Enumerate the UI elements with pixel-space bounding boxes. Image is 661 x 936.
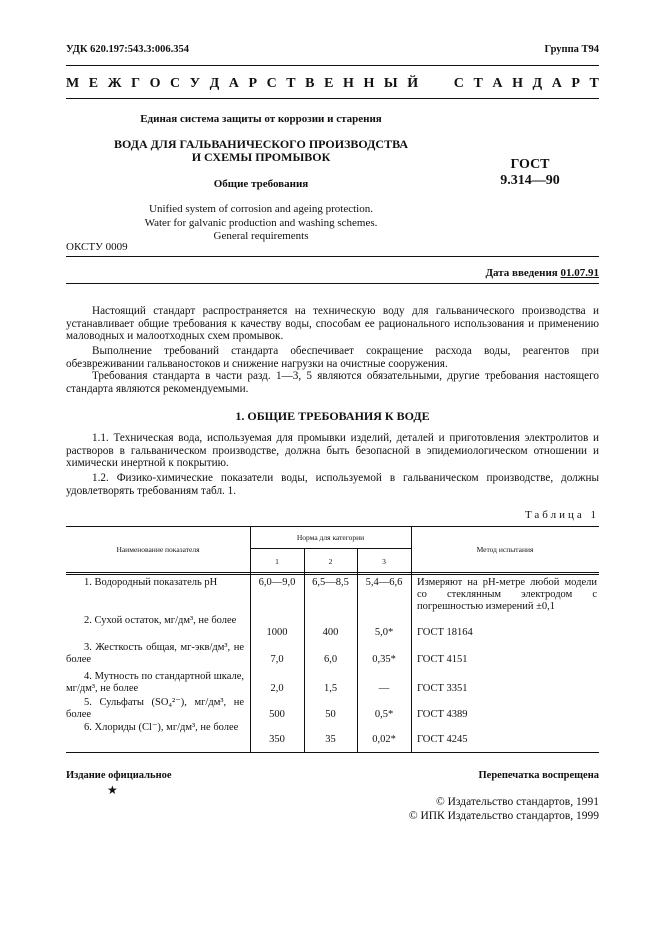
banner-letter: А — [551, 76, 562, 91]
banner-letter: В — [305, 76, 315, 91]
okstu-rule — [66, 256, 599, 257]
date-rule — [66, 283, 599, 284]
banner-letter — [428, 76, 432, 92]
header-name: Наименование показателя — [116, 545, 200, 554]
row-value: 0,35* — [372, 654, 396, 665]
row-value: 1000 — [266, 627, 288, 638]
banner-letter: Ж — [107, 76, 122, 91]
row-name: 3. Жесткость общая, мг-экв/дм³, не более — [66, 642, 244, 665]
top-rule — [66, 65, 599, 66]
banner-letter: Ы — [383, 76, 398, 91]
banner-letter: Р — [571, 76, 580, 91]
banner-letter: О — [149, 76, 161, 91]
english-title — [66, 203, 456, 244]
banner-letter: С — [266, 76, 277, 91]
banner-letter: Т — [589, 76, 599, 91]
row-value: 7,0 — [270, 654, 284, 665]
row-value: 35 — [325, 734, 336, 745]
header-method: Метод испытания — [476, 545, 534, 554]
banner-letter: С — [453, 76, 464, 91]
row-name: 2. Сухой остаток, мг/дм³, не более — [84, 615, 237, 626]
row-value: 2,0 — [270, 683, 284, 694]
header-bottom-rule — [66, 574, 599, 575]
row-method: ГОСТ 3351 — [417, 683, 468, 694]
row-method: ГОСТ 4151 — [417, 654, 468, 665]
intro-paragraph: Выполнение требований стандарта обеспечивает сокращение расхода воды, реагентов при обезвреживании гальваностоков и снижение нагрузки на очистные сооружения. — [66, 345, 599, 370]
banner-letter: Н — [363, 76, 375, 91]
row-value: 5,4—6,6 — [365, 577, 403, 588]
date-value: 01.07.91 — [560, 267, 599, 279]
row-method: Измеряют на pH-метре любой модели со стеклянным электродом с погрешностью измерений ±0,1 — [417, 577, 597, 612]
group-code: Группа Т94 — [544, 44, 599, 55]
row-value: 400 — [322, 627, 339, 638]
banner-letter — [441, 76, 445, 92]
intro-paragraph: Настоящий стандарт распространяется на техническую воду для гальванического производства и устанавливает общие требования к качеству воды, способам ее рационального использования и применению маловодных и малоотходных схем промывок. — [66, 305, 599, 342]
banner-letter: А — [492, 76, 503, 91]
header-cat-3: 3 — [382, 557, 386, 566]
row-value: 350 — [269, 734, 285, 745]
banner-rule — [66, 98, 599, 99]
row-name: 5. Сульфаты (SO₄²⁻), мг/дм³, не более — [66, 697, 244, 720]
banner-letter: Т — [286, 76, 296, 91]
subtitle: Общие требования — [213, 178, 309, 190]
header-cat-2: 2 — [328, 557, 333, 566]
banner-letter: Е — [324, 76, 334, 91]
standard-banner — [66, 76, 599, 92]
intro-paragraph: Требования стандарта в части разд. 1—3, 5 являются обязательными, другие требования настоящего стандарта являются рекомендуемыми. — [66, 370, 599, 395]
banner-letter: Н — [512, 76, 523, 91]
banner-letter: Д — [532, 76, 543, 91]
table-col-divider — [411, 526, 412, 752]
header-norm: Норма для категории — [296, 533, 365, 542]
header-cat-1: 1 — [275, 557, 279, 566]
banner-letter: С — [170, 76, 181, 91]
row-value: 6,0—9,0 — [258, 577, 296, 588]
row-value: 0,5* — [374, 709, 394, 720]
date-label: Дата введения — [485, 267, 558, 279]
copyright: © Издательство стандартов, 1991 — [435, 796, 599, 808]
banner-letter: Й — [407, 76, 419, 91]
banner-letter: Д — [209, 76, 220, 91]
row-value: 5,0* — [374, 627, 394, 638]
row-name: 4. Мутность по стандартной шкале, мг/дм³, не более — [66, 671, 244, 694]
gost-designation — [470, 157, 590, 189]
banner-letter: Р — [248, 76, 258, 91]
official-edition: Издание официальное — [66, 770, 172, 781]
document-title — [66, 138, 456, 164]
table-top-rule — [66, 526, 599, 527]
title-line: И СХЕМЫ ПРОМЫВОК — [191, 150, 331, 164]
banner-letter: Е — [88, 76, 99, 91]
row-method: ГОСТ 4245 — [417, 734, 468, 745]
section-paragraph: 1.1. Техническая вода, используемая для промывки изделий, деталей и приготовления электролитов и растворов в гальваническом производстве, должна быть безопасной в эпидемиологическом отношении и химически инертной к покрытию. — [66, 432, 599, 469]
banner-letter: Н — [342, 76, 354, 91]
okstu-code: ОКСТУ 0009 — [66, 241, 128, 253]
banner-letter: М — [66, 76, 80, 91]
title-line: ВОДА ДЛЯ ГАЛЬВАНИЧЕСКОГО ПРОИЗВОДСТВА — [113, 137, 409, 151]
star-icon: ★ — [107, 783, 118, 797]
copyright: © ИПК Издательство стандартов, 1999 — [408, 810, 599, 822]
banner-letter: У — [189, 76, 200, 91]
english-line: Unified system of corrosion and ageing protection. — [149, 203, 373, 215]
gost-number: 9.314—90 — [500, 173, 560, 188]
gost-label: ГОСТ — [510, 157, 550, 172]
row-method: ГОСТ 18164 — [417, 627, 473, 638]
banner-letter: Г — [131, 76, 141, 91]
table-bottom-rule — [66, 752, 599, 753]
norm-sub-rule — [250, 548, 411, 549]
banner-letter: Т — [473, 76, 483, 91]
row-value: 1,5 — [323, 683, 338, 694]
english-line: Water for galvanic production and washing schemes. — [144, 216, 378, 229]
section-paragraph: 1.2. Физико-химические показатели воды, используемой в гальваническом производстве, должны удовлетворять требованиям табл. 1. — [66, 472, 599, 497]
row-name: 6. Хлориды (Cl⁻), мг/дм³, не более — [84, 722, 239, 733]
table-caption: Таблица 1 — [524, 509, 599, 521]
row-value: — — [378, 683, 390, 694]
row-value: 0,02* — [372, 734, 396, 745]
row-value: 50 — [325, 709, 336, 720]
introduction-date — [485, 267, 599, 279]
banner-letter: А — [228, 76, 239, 91]
row-value: 6,0 — [323, 654, 338, 665]
system-title: Единая система защиты от коррозии и старения — [140, 113, 382, 125]
row-method: ГОСТ 4389 — [417, 709, 468, 720]
row-name: 1. Водородный показатель pH — [84, 577, 218, 588]
row-value: 500 — [269, 709, 285, 720]
udk-code: УДК 620.197:543.3:006.354 — [66, 44, 189, 55]
section-heading: 1. ОБЩИЕ ТРЕБОВАНИЯ К ВОДЕ — [235, 409, 430, 423]
english-line: General requirements — [213, 230, 309, 242]
row-value: 6,5—8,5 — [312, 577, 349, 588]
reprint-notice: Перепечатка воспрещена — [478, 770, 599, 781]
